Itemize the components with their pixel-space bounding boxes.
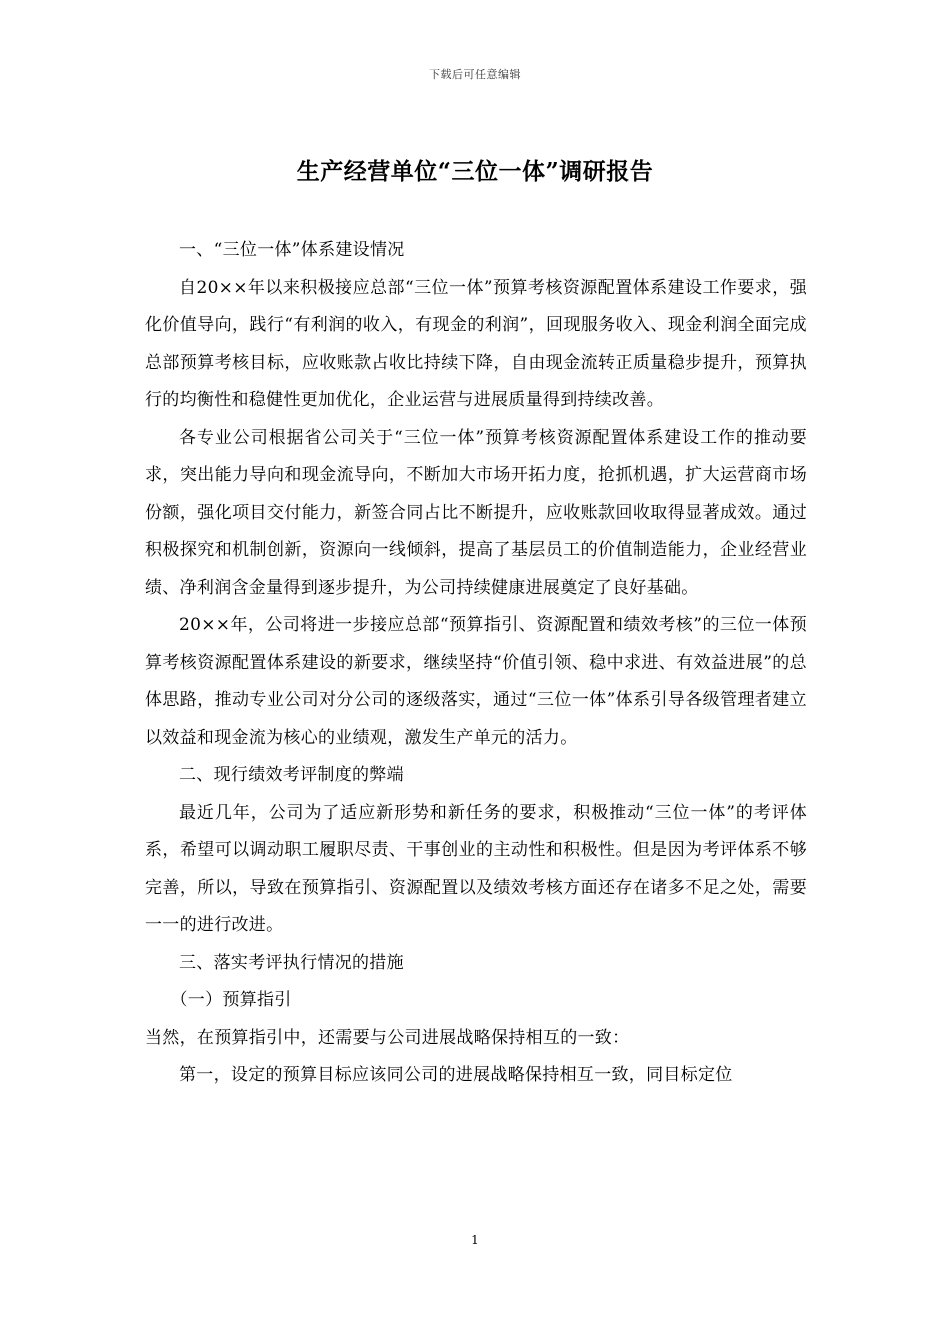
section-3-heading: 三、落实考评执行情况的措施 [179, 952, 404, 973]
section-2-heading: 二、现行绩效考评制度的弊端 [179, 765, 404, 785]
header-note: 下载后可任意编辑 [429, 68, 521, 81]
document-body [145, 232, 807, 1095]
paragraph-4: 最近几年，公司为了适应新形势和新任务的要求，积极推动“三位一体”的考评体系，希望可以调动职工履职尽责、干事创业的主动性和积极性。但是因为考评体系不够完善，所以，导致在预算指引、资源配置以及绩效考核方面还存在诸多不足之处，需要一一的进行改进。 [145, 802, 807, 935]
page-number: 1 [471, 1233, 479, 1247]
paragraph-5: 当然，在预算指引中，还需要与公司进展战略保持相互的一致： [145, 1027, 630, 1048]
paragraph-2: 各专业公司根据省公司关于“三位一体”预算考核资源配置体系建设工作的推动要求，突出能力导向和现金流导向，不断加大市场开拓力度，抢抓机遇，扩大运营商市场份额，强化项目交付能力，新签合同占比不断提升，应收账款回收取得显著成效。通过积极探究和机制创新，资源向一线倾斜，提高了基层员工的价值制造能力，企业经营业绩、净利润含金量得到逐步提升，为公司持续健康进展奠定了良好基础。 [145, 427, 807, 598]
paragraph-6: 第一，设定的预算目标应该同公司的进展战略保持相互一致，同目标定位 [179, 1065, 733, 1085]
paragraph-3: 20××年，公司将进一步接应总部“预算指引、资源配置和绩效考核”的三位一体预算考核资源配置体系建设的新要求，继续坚持“价值引领、稳中求进、有效益进展”的总体思路，推动专业公司对分公司的逐级落实，通过“三位一体”体系引导各级管理者建立以效益和现金流为核心的业绩观，激发生产单元的活力。 [145, 615, 807, 748]
document-title: 生产经营单位“三位一体”调研报告 [296, 158, 654, 185]
subsection-1-heading: （一）预算指引 [170, 990, 292, 1010]
section-1-heading: 一、“三位一体”体系建设情况 [179, 240, 405, 260]
paragraph-1: 自20××年以来积极接应总部“三位一体”预算考核资源配置体系建设工作要求，强化价值导向，践行“有利润的收入，有现金的利润”，回现服务收入、现金利润全面完成总部预算考核目标，应收账款占收比持续下降，自由现金流转正质量稳步提升，预算执行的均衡性和稳健性更加优化，企业运营与进展质量得到持续改善。 [145, 277, 807, 410]
